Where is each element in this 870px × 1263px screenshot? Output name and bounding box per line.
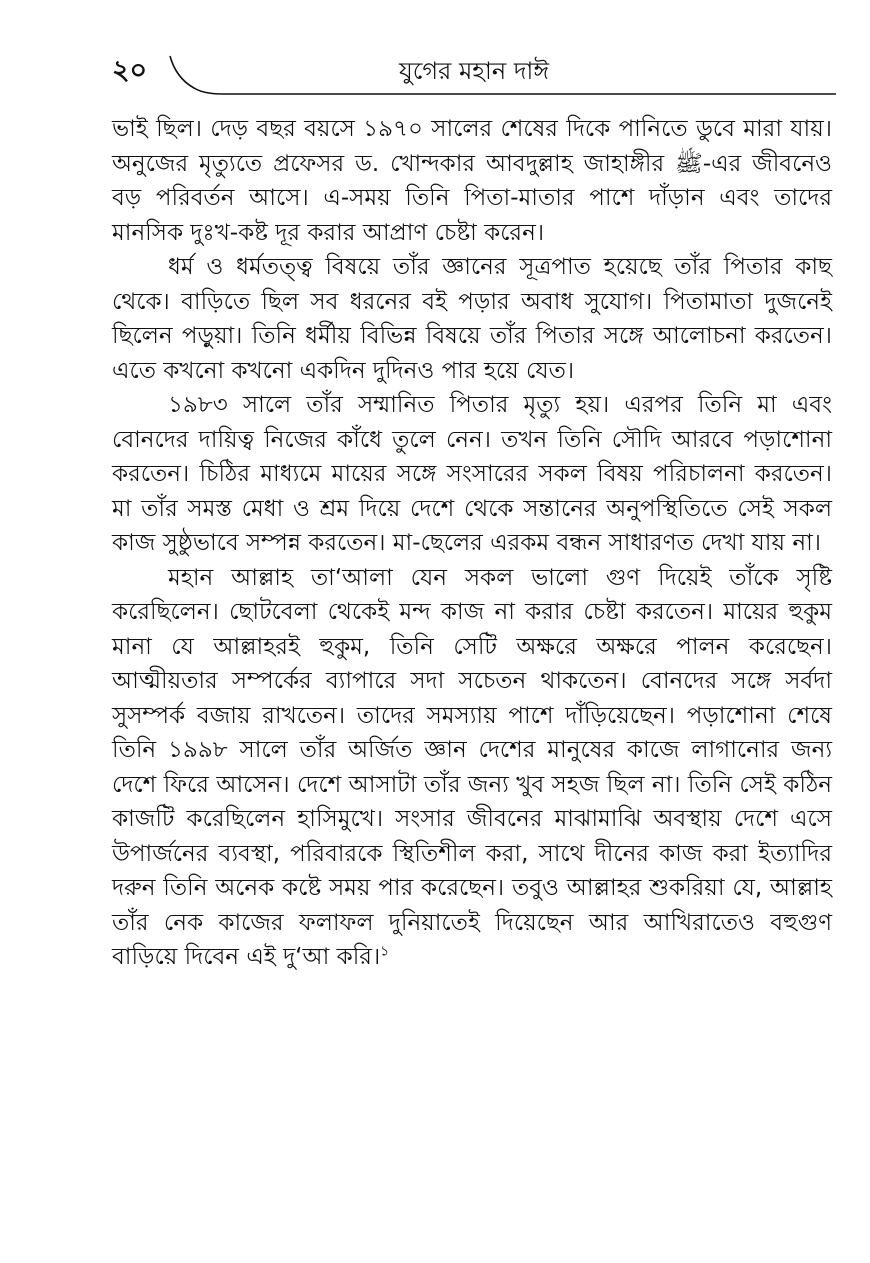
page-number: ২০ — [112, 55, 148, 86]
footnote-marker: ১ — [380, 943, 390, 960]
body-text — [112, 112, 832, 975]
paragraph-4 — [112, 561, 832, 975]
page-header — [112, 52, 836, 104]
running-title: যুগের মহান দাঈ — [398, 57, 550, 85]
paragraph-text: মহান আল্লাহ তা‘আলা যেন সকল ভালো গুণ দিয়েই তাঁকে সৃষ্টি করেছিলেন। ছোটবেলা থেকেই মন্দ কাজ না করার চেষ্টা করতেন। মায়ের হুকুম মানা যে আল্লাহরই হুকুম, তিনি সেটি অক্ষরে অক্ষরে পালন করেছেন। আত্মীয়তার সম্পর্কের ব্যাপারে সদা সচেতন থাকতেন। বোনদের সঙ্গে সর্বদা সুসম্পর্ক বজায় রাখতেন। তাদের সমস্যায় পাশে দাঁড়িয়েছেন। পড়াশোনা শেষে তিনি ১৯৯৮ সালে তাঁর অর্জিত জ্ঞান দেশের মানুষের কাজে লাগানোর জন্য দেশে ফিরে আসেন। দেশে আসাটা তাঁর জন্য খুব সহজ ছিল না। তিনি সেই কঠিন কাজটি করেছিলেন হাসিমুখে। সংসার জীবনের মাঝামাঝি অবস্থায় দেশে এসে উপার্জনের ব্যবস্থা, পরিবারকে স্থিতিশীল করা, সাথে দীনের কাজ করা ইত্যাদির দরুন তিনি অনেক কষ্টে সময় পার করেছেন। তবুও আল্লাহর শুকরিয়া যে, আল্লাহ তাঁর নেক কাজের ফলাফল দুনিয়াতেই দিয়েছেন আর আখিরাতেও বহুগুণ বাড়িয়ে দিবেন এই দু‘আ করি। — [112, 564, 832, 970]
paragraph-1 — [112, 112, 832, 250]
paragraph-3 — [112, 388, 832, 561]
paragraph-text: ১৯৮৩ সালে তাঁর সম্মানিত পিতার মৃত্যু হয়। এরপর তিনি মা এবং বোনদের দায়িত্ব নিজের কাঁধে তুলে নেন। তখন তিনি সৌদি আরবে পড়াশোনা করতেন। চিঠির মাধ্যমে মায়ের সঙ্গে সংসারের সকল বিষয় পরিচালনা করতেন। মা তাঁর সমস্ত মেধা ও শ্রম দিয়ে দেশে থেকে সন্তানের অনুপস্থিতিতে সেই সকল কাজ সুষ্ঠুভাবে সম্পন্ন করতেন। মা-ছেলের এরকম বন্ধন সাধারণত দেখা যায় না। — [112, 392, 832, 556]
paragraph-text: ধর্ম ও ধর্মতত্ত্ব বিষয়ে তাঁর জ্ঞানের সূত্রপাত হয়েছে তাঁর পিতার কাছ থেকে। বাড়িতে ছিল সব ধরনের বই পড়ার অবাধ সুযোগ। পিতামাতা দুজনেই ছিলেন পড়ুয়া। তিনি ধর্মীয় বিভিন্ন বিষয়ে তাঁর পিতার সঙ্গে আলোচনা করতেন। এতে কখনো কখনো একদিন দুদিনও পার হয়ে যেত। — [112, 254, 832, 384]
paragraph-text: ভাই ছিল। দেড় বছর বয়সে ১৯৭০ সালের শেষের দিকে পানিতে ডুবে মারা যায়। অনুজের মৃত্যুতে প্রফেসর ড. খোন্দকার আবদুল্লাহ জাহাঙ্গীর ﷺ-এর জীবনেও বড় পরিবর্তন আসে। এ-সময় তিনি পিতা-মাতার পাশে দাঁড়ান এবং তাদের মানসিক দুঃখ-কষ্ট দূর করার আপ্রাণ চেষ্টা করেন। — [112, 116, 832, 246]
paragraph-2 — [112, 250, 832, 388]
